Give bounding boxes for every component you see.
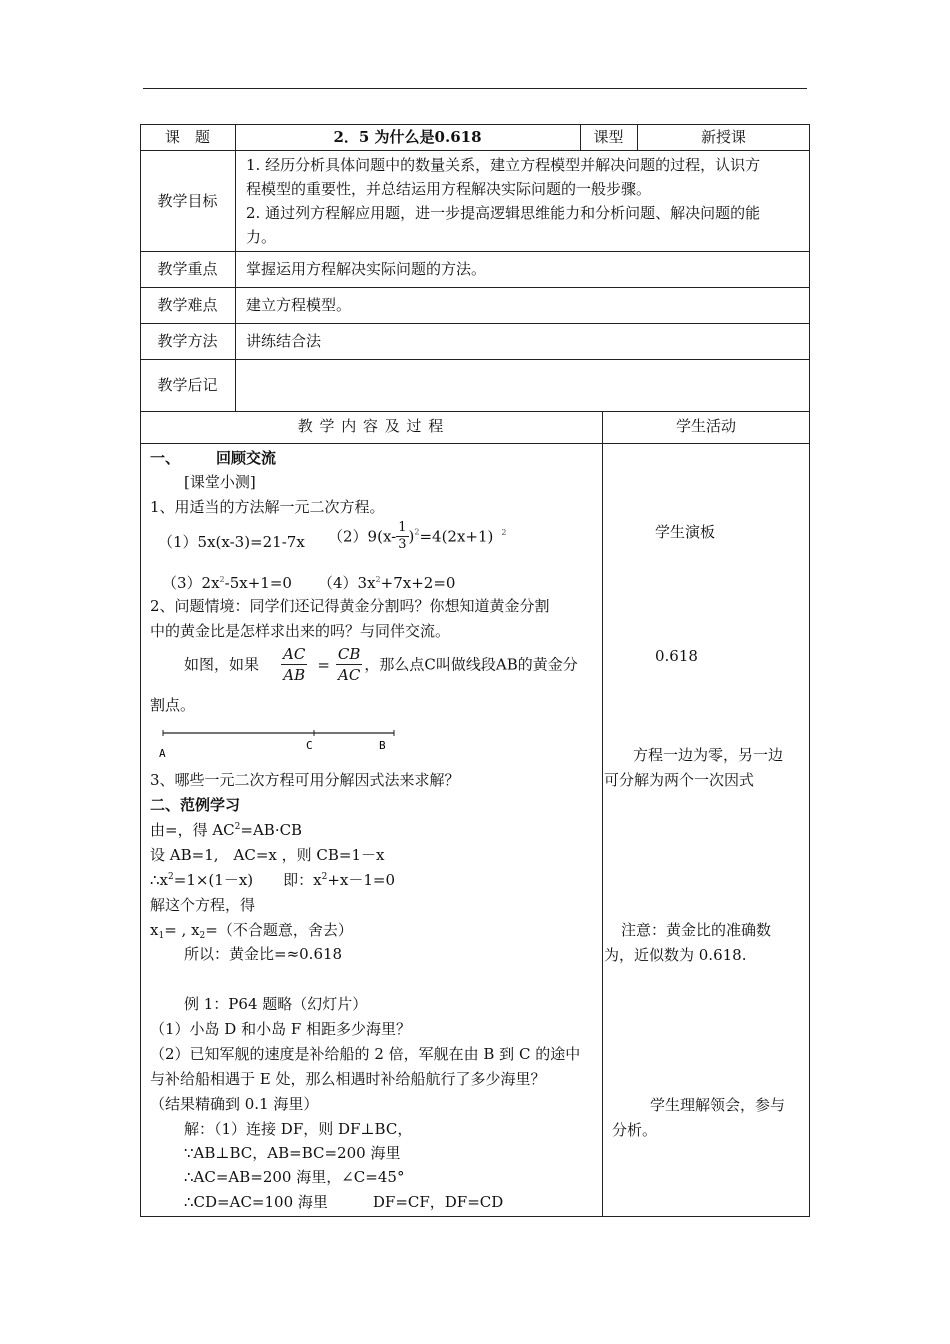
eq2-part: （2）9(x-	[328, 527, 397, 546]
course-label: 课 题	[164, 128, 210, 146]
example-1-q2a: （2）已知军舰的速度是补给船的 2 倍，军舰在由 B 到 C 的途中	[150, 1045, 581, 1063]
question-2a: 2、问题情境：同学们还记得黄金分割吗？你想知道黄金分割	[150, 597, 550, 615]
golden-def-part: ，那么点C叫做线段AB的黄金分	[364, 655, 578, 674]
derivation-5-part: =（不合题意，舍去）	[205, 921, 353, 939]
eq3-square: 2	[219, 575, 225, 584]
eq2-fraction-den: 3	[398, 537, 407, 552]
question-1: 1、用适当的方法解一元二次方程。	[150, 498, 385, 516]
activity-5a: 学生理解领会，参与	[650, 1096, 786, 1114]
derivation-3-part: +x－1=0	[327, 871, 396, 889]
section-1-title: 回顾交流	[216, 449, 277, 467]
example-1-q1: （1）小岛 D 和小岛 F 相距多少海里？	[150, 1020, 412, 1038]
eq4-square: 2	[375, 575, 381, 584]
key-text: 掌握运用方程解决实际问题的方法。	[246, 260, 487, 278]
derivation-6: 所以：黄金比=≈0.618	[184, 945, 343, 963]
notes-label: 教学后记	[157, 376, 218, 394]
col-line	[235, 124, 236, 411]
row-line	[140, 150, 810, 151]
fraction-cb-ac-den: AC	[338, 666, 361, 684]
golden-def	[184, 644, 578, 685]
eq2-part: =4(2x+1)	[419, 527, 494, 546]
goals-line-2b: 力。	[246, 228, 277, 246]
derivation-3-square: 2	[168, 872, 174, 882]
derivation-5	[150, 918, 353, 942]
type-label: 课型	[593, 128, 624, 146]
row-line	[140, 287, 810, 288]
example-1-title: 例 1：P64 题略（幻灯片）	[184, 995, 368, 1013]
goals-line-2: 2. 通过列方程解应用题，进一步提高逻辑思维能力和分析问题、解决问题的能	[246, 204, 761, 222]
fraction-ac-ab-den: AB	[283, 666, 306, 684]
derivation-3-part: ∴x	[150, 871, 169, 889]
derivation-5-sub1: 1	[158, 931, 165, 941]
activity-2: 0.618	[655, 647, 698, 665]
goals-line-1b: 程模型的重要性，并总结运用方程解决实际问题的一般步骤。	[246, 180, 652, 198]
activity-header: 学生活动	[675, 417, 736, 435]
activity-3b: 可分解为两个一次因式	[604, 771, 755, 789]
derivation-3	[150, 868, 395, 892]
equation-3	[162, 568, 292, 595]
golden-def-part: 如图，如果	[184, 655, 260, 674]
course-title: 2．5 为什么是0.618	[333, 128, 482, 146]
derivation-5-part: = , x	[164, 921, 200, 939]
segment-diagram	[150, 725, 410, 761]
eq4-part: +7x+2=0	[380, 574, 456, 592]
eq2-fraction-num: 1	[398, 520, 407, 535]
derivation-4: 解这个方程，得	[150, 896, 256, 914]
eq2-fraction	[396, 520, 408, 553]
derivation-1	[150, 818, 302, 842]
type-value: 新授课	[700, 128, 746, 146]
row-line	[140, 411, 810, 412]
equation-4	[318, 568, 455, 595]
eq4-part: （4）3x	[318, 574, 376, 592]
solution-3: ∴AC=AB=200 海里，∠C=45°	[184, 1168, 405, 1186]
point-b-label: B	[379, 739, 386, 752]
activity-3a: 方程一边为零，另一边	[633, 746, 784, 764]
activity-1: 学生演板	[655, 523, 716, 541]
method-label: 教学方法	[157, 332, 218, 350]
derivation-5-sub2: 2	[199, 931, 206, 941]
fraction-ac-ab	[281, 644, 307, 685]
point-c-label: C	[306, 739, 313, 752]
solution-2: ∵AB⊥BC，AB=BC=200 海里	[184, 1144, 401, 1162]
solution-4: ∴CD=AC=100 海里 DF=CF，DF=CD	[184, 1193, 504, 1211]
section-1-number: 一、	[150, 449, 181, 467]
fraction-cb-ac	[336, 644, 363, 685]
activity-5b: 分析。	[612, 1121, 658, 1139]
goals-label: 教学目标	[157, 192, 218, 210]
point-a-label: A	[159, 747, 166, 760]
derivation-2: 设 AB=1, AC=x ，则 CB=1－x	[150, 846, 385, 864]
fraction-cb-ac-num: CB	[337, 645, 361, 663]
row-line	[140, 359, 810, 360]
eq3-part: -5x+1=0	[224, 574, 292, 592]
header-rule	[143, 88, 807, 89]
col-line	[602, 411, 603, 1217]
method-text: 讲练结合法	[246, 332, 322, 350]
difficult-label: 教学难点	[157, 296, 218, 314]
example-1-q2c: （结果精确到 0.1 海里）	[150, 1095, 319, 1113]
row-line	[140, 323, 810, 324]
equals-sign: =	[317, 655, 330, 674]
equation-2	[328, 520, 506, 553]
row-line	[140, 251, 810, 252]
eq2-square: 2	[414, 527, 420, 537]
derivation-1-part: 由=，得 AC	[150, 821, 235, 839]
fraction-ac-ab-num: AC	[283, 645, 306, 663]
derivation-5-part: x	[150, 921, 159, 939]
key-label: 教学重点	[157, 260, 218, 278]
activity-4b: 为，近似数为 0.618.	[604, 946, 747, 964]
equation-1: （1）5x(x-3)=21-7x	[158, 533, 305, 551]
question-3: 3、哪些一元二次方程可用分解因式法来求解？	[150, 771, 460, 789]
eq2-square-2: 2	[501, 527, 507, 537]
solution-1: 解：（1）连接 DF，则 DF⊥BC，	[184, 1120, 413, 1138]
golden-def-cont: 割点。	[150, 696, 196, 714]
question-2b: 中的黄金比是怎样求出来的吗？与同伴交流。	[150, 622, 451, 640]
derivation-1-square: 2	[234, 822, 241, 832]
activity-4a: 注意：黄金比的准确数	[621, 921, 772, 939]
row-line	[140, 443, 810, 444]
derivation-3-square-2: 2	[321, 872, 328, 882]
derivation-1-part: =AB·CB	[240, 821, 303, 839]
content-header: 教 学 内 容 及 过 程	[297, 417, 445, 435]
eq2-part: )	[408, 527, 415, 546]
quiz-label: [课堂小测]	[184, 473, 256, 491]
example-1-q2b: 与补给船相遇于 E 处，那么相遇时补给船航行了多少海里？	[150, 1070, 546, 1088]
goals-line-1: 1. 经历分析具体问题中的数量关系，建立方程模型并解决问题的过程，认识方	[246, 156, 761, 174]
derivation-3-part: =1×(1－x) 即：x	[173, 871, 322, 889]
eq3-part: （3）2x	[162, 574, 220, 592]
difficult-text: 建立方程模型。	[246, 296, 352, 314]
section-2-title: 二、范例学习	[150, 796, 241, 814]
